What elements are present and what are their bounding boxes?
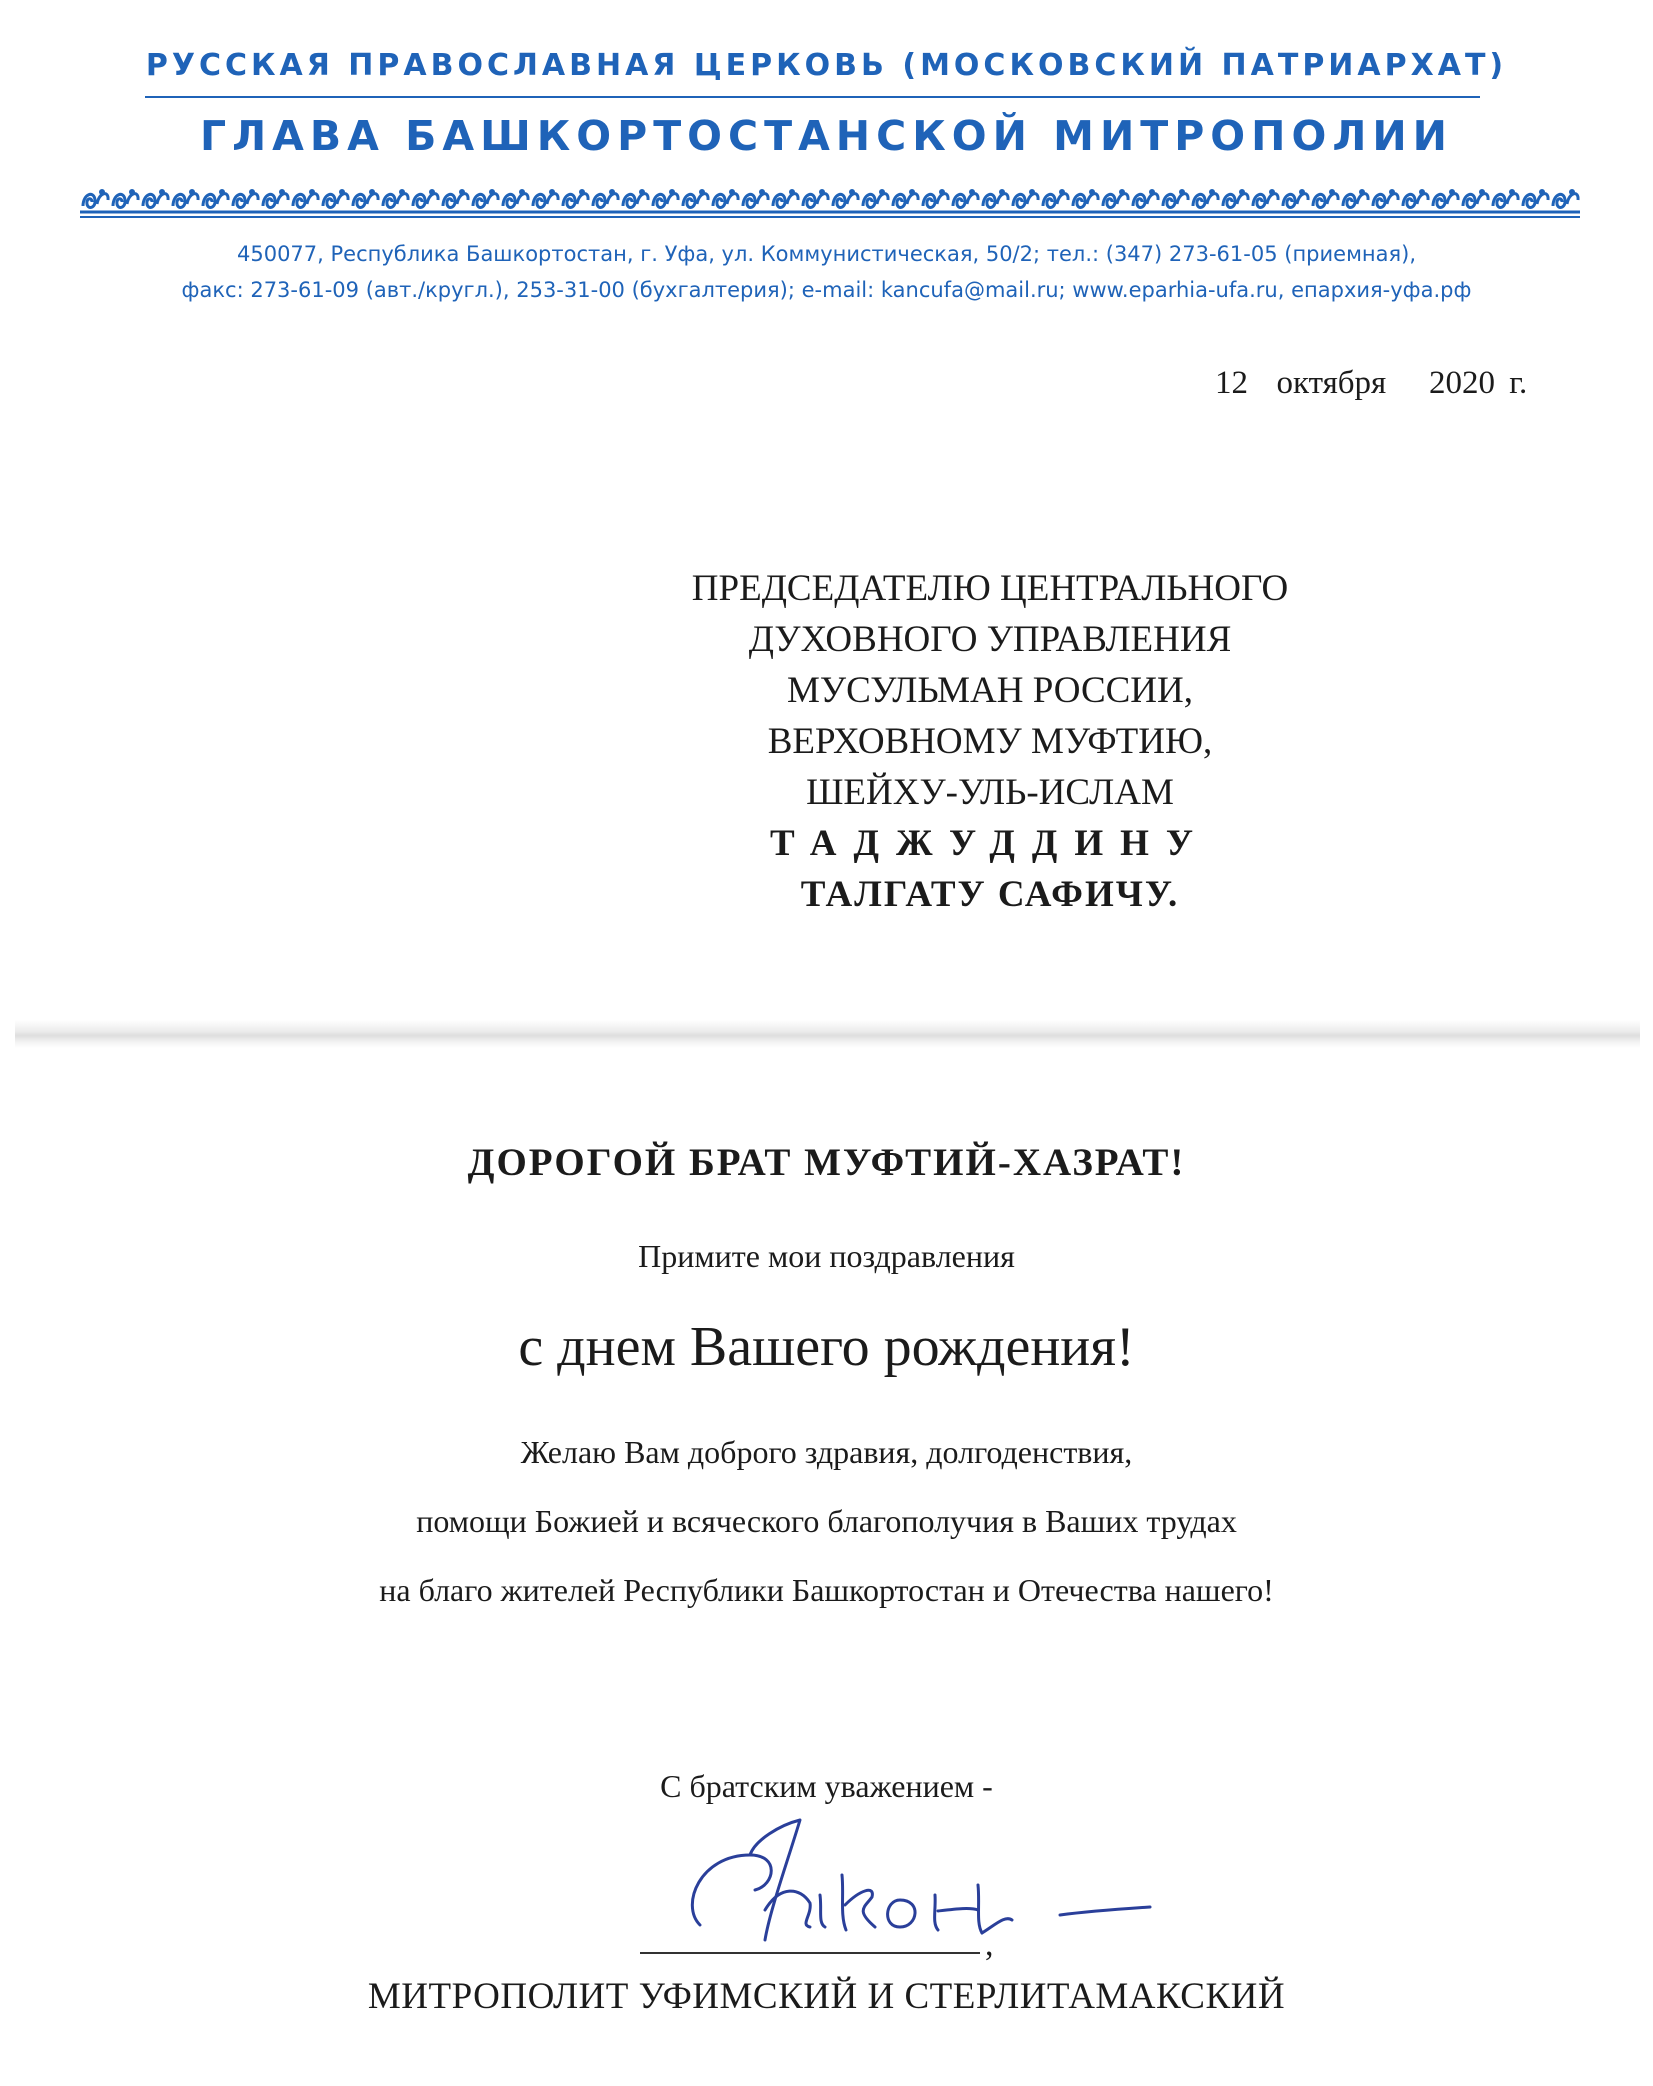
paper-fold <box>15 1020 1640 1048</box>
signatory-title: МИТРОПОЛИТ УФИМСКИЙ И СТЕРЛИТАМАКСКИЙ <box>367 1976 1286 2017</box>
signature-line <box>640 1952 980 1954</box>
wishes-line: Желаю Вам доброго здравия, долгоденствия, <box>520 1434 1133 1470</box>
congratulations-line: Примите мои поздравления <box>638 1238 1015 1274</box>
handwritten-signature <box>660 1815 1160 1955</box>
ornament-border <box>80 180 1580 216</box>
addressee-surname: ТАДЖУДДИНУ <box>769 823 1211 864</box>
wishes-line: на благо жителей Республики Башкортостан и Отечества нашего! <box>379 1572 1274 1608</box>
letterhead-office: ГЛАВА БАШКОРТОСТАНСКОЙ МИТРОПОЛИИ <box>199 112 1453 160</box>
wishes-paragraph <box>0 1418 1653 1625</box>
addressee-line: ПРЕДСЕДАТЕЛЮ ЦЕНТРАЛЬНОГО <box>691 568 1289 609</box>
addressee-line: ВЕРХОВНОМУ МУФТИЮ, <box>767 721 1213 762</box>
letter-date: 12 октября 2020 г. <box>1215 365 1528 401</box>
letterhead-rule-bottom <box>80 216 1580 218</box>
signature-comma: , <box>985 1926 994 1963</box>
greeting-heading: ДОРОГОЙ БРАТ МУФТИЙ-ХАЗРАТ! <box>467 1141 1186 1184</box>
addressee-name: ТАЛГАТУ САФИЧУ. <box>800 874 1180 915</box>
addressee-block <box>560 563 1420 920</box>
letterhead-church: РУССКАЯ ПРАВОСЛАВНАЯ ЦЕРКОВЬ (МОСКОВСКИЙ ПАТРИАРХАТ) <box>145 48 1508 83</box>
addressee-line: ДУХОВНОГО УПРАВЛЕНИЯ <box>748 619 1232 660</box>
letterhead-address <box>0 236 1653 308</box>
addressee-line: МУСУЛЬМАН РОССИИ, <box>786 670 1193 711</box>
wishes-line: помощи Божией и всяческого благополучия в Ваших трудах <box>416 1503 1237 1539</box>
birthday-line: с днем Вашего рождения! <box>518 1316 1135 1378</box>
address-line-2: факс: 273-61-09 (авт./кругл.), 253-31-00 (бухгалтерия); e-mail: kancufa@mail.ru; www.eparhia-ufa.ru, епархия-уфа.рф <box>181 278 1472 302</box>
closing-line: С братским уважением - <box>660 1768 993 1804</box>
address-line-1: 450077, Республика Башкортостан, г. Уфа, ул. Коммунистическая, 50/2; тел.: (347) 273-61-05 (приемная), <box>236 242 1417 266</box>
addressee-line: ШЕЙХУ-УЛЬ-ИСЛАМ <box>806 772 1174 813</box>
letterhead-rule <box>145 96 1480 98</box>
